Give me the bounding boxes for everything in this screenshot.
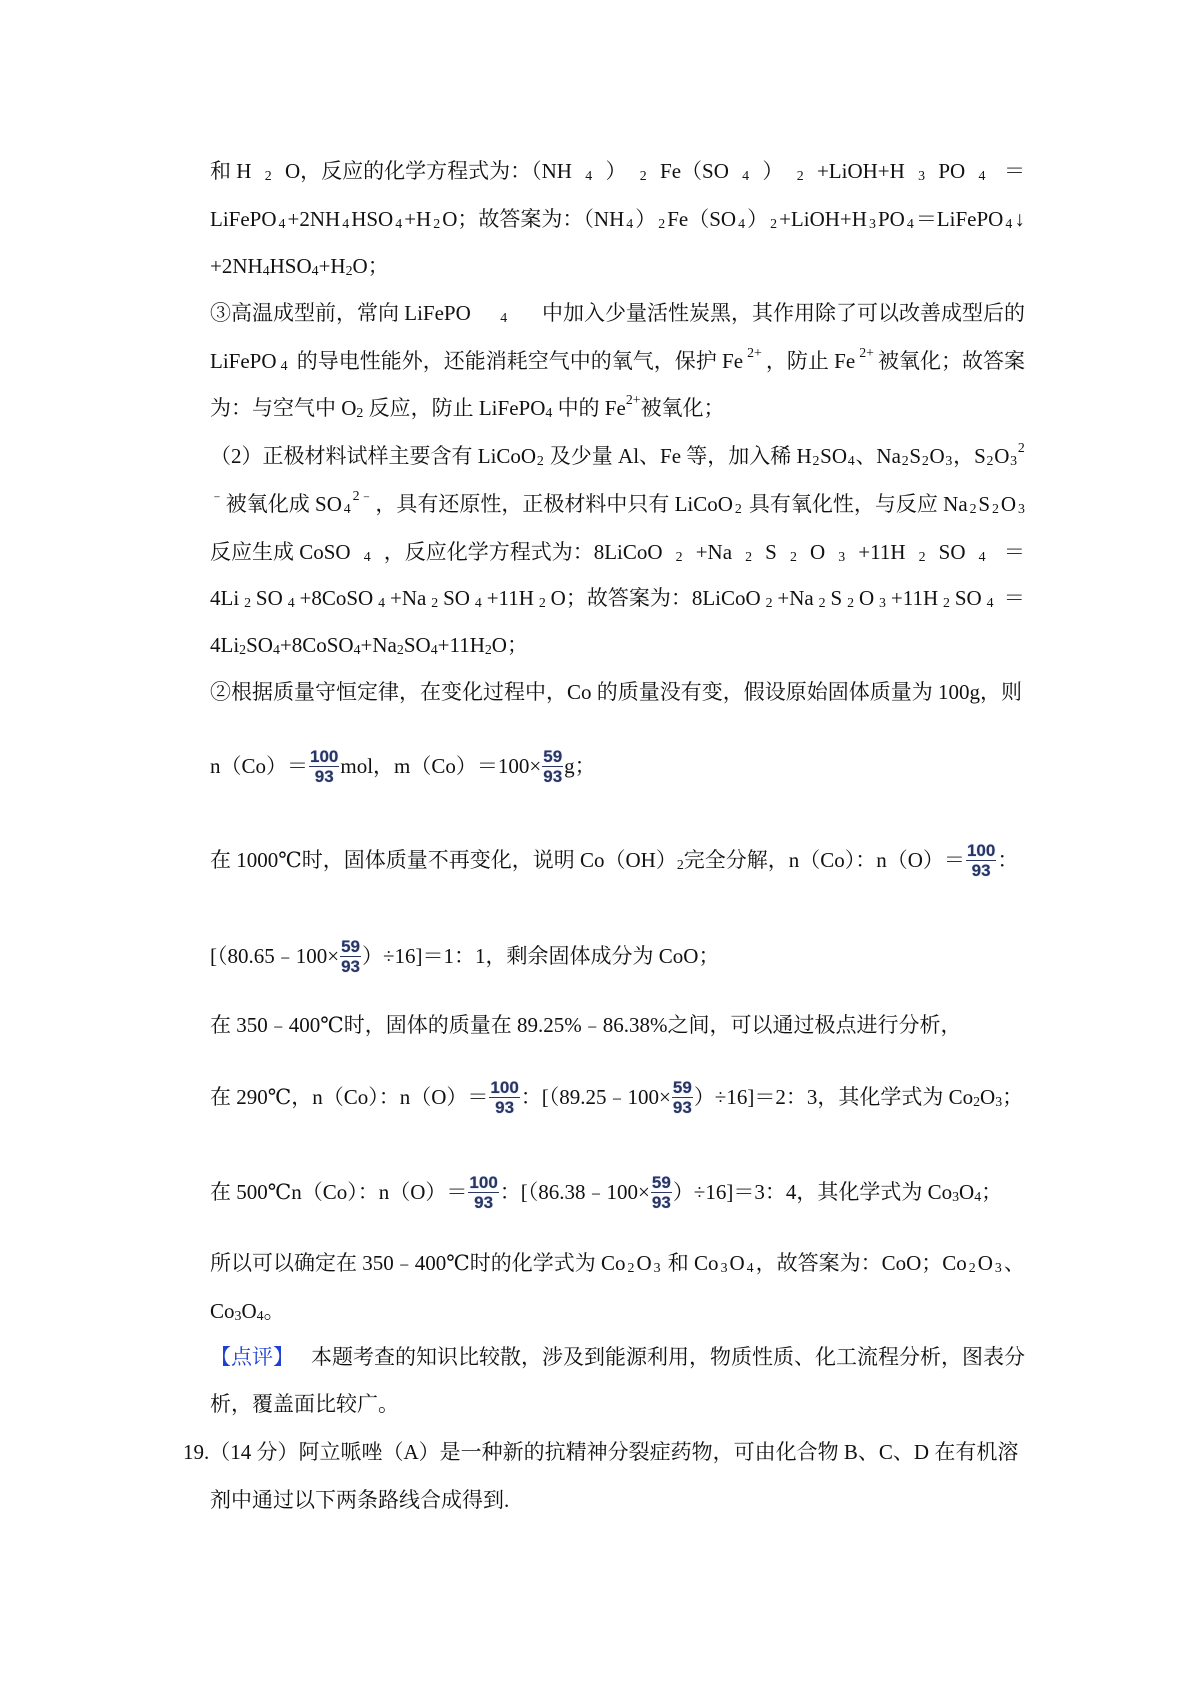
text-run: ，故答案为：CoO；Co xyxy=(755,1251,967,1275)
subscript: 2 xyxy=(745,548,753,564)
subscript: 4 xyxy=(746,1259,754,1275)
text-run: O xyxy=(959,1180,975,1204)
subscript: 4 xyxy=(262,262,270,278)
text-run: 、Na xyxy=(855,444,901,468)
paragraph-line xyxy=(210,289,1025,337)
fraction xyxy=(340,937,361,976)
text-run: ）÷16]＝2：3，其化学式为 Co xyxy=(693,1085,974,1109)
text-run: ＝ xyxy=(998,540,1025,564)
superscript: 2 xyxy=(1017,439,1025,455)
text-run: 剂中通过以下两条路线合成得到. xyxy=(210,1488,510,1512)
paragraph-line xyxy=(210,574,1025,622)
text-run: 具有氧化性，与反应 Na xyxy=(743,492,968,516)
text-run: 反应生成 CoSO xyxy=(210,540,351,564)
subscript: 4 xyxy=(974,1188,982,1204)
text-run: 为：与空气中 O xyxy=(210,396,357,420)
text-run: 及少量 Al、Fe 等，加入稀 H xyxy=(544,444,812,468)
text-run: S xyxy=(909,444,922,468)
paragraph-line xyxy=(210,480,1025,528)
paragraph-line xyxy=(210,742,1025,790)
paragraph-line xyxy=(210,668,1025,716)
text-run: +11H xyxy=(437,633,485,657)
text-run: ＝ xyxy=(998,159,1025,183)
numerator: 59 xyxy=(341,936,361,956)
denominator: 93 xyxy=(651,1192,671,1212)
numerator: 59 xyxy=(672,1077,692,1097)
subscript: 4 xyxy=(272,641,280,657)
subscript: 4 xyxy=(280,357,288,373)
text-run: 和 H xyxy=(210,159,252,183)
subscript: 2 xyxy=(639,167,647,183)
text-run: 和 Co xyxy=(662,1251,719,1275)
text-run: ） xyxy=(635,207,657,231)
text-run: +LiOH+H xyxy=(779,207,867,231)
subscript: 4 xyxy=(342,215,350,231)
text-run: +11H xyxy=(890,586,939,610)
text-run: ） xyxy=(762,159,784,183)
text-run: ； xyxy=(1002,1085,1024,1109)
subscript: 2 xyxy=(770,215,778,231)
subscript: 2 xyxy=(992,500,999,516)
subscript: 3 xyxy=(653,1259,661,1275)
subscript: 4 xyxy=(738,215,746,231)
text-run: （2）正极材料试样主要含有 LiCoO xyxy=(210,444,537,468)
paragraph-line xyxy=(210,1001,1025,1049)
subscript: 2 xyxy=(239,641,247,657)
subscript: 3 xyxy=(868,215,876,231)
text-run: ）÷16]＝3：4，其化学式为 Co xyxy=(672,1180,953,1204)
text-run: SO xyxy=(246,633,273,657)
denominator: 93 xyxy=(543,766,563,786)
subscript: 2 xyxy=(918,548,926,564)
subscript: 2 xyxy=(627,1259,635,1275)
text-run: +H xyxy=(404,207,432,231)
subscript: 4 xyxy=(363,548,371,564)
subscript: 4 xyxy=(430,641,438,657)
subscript: 2 xyxy=(765,594,773,610)
text-run: Co xyxy=(210,1299,235,1323)
subscript: 2 xyxy=(796,167,804,183)
text-run: O xyxy=(994,444,1010,468)
subscript: 2 xyxy=(901,452,909,468)
subscript: 3 xyxy=(995,1093,1003,1109)
paragraph-line xyxy=(210,337,1025,385)
subscript: 2 xyxy=(536,452,544,468)
subscript: 4 xyxy=(585,167,593,183)
subscript: 2 xyxy=(244,594,252,610)
subscript: 2 xyxy=(973,1093,981,1109)
paragraph-line xyxy=(210,1333,1025,1381)
subscript: 2 xyxy=(484,641,492,657)
paragraph-line xyxy=(210,1168,1025,1216)
text-run: O xyxy=(980,1085,996,1109)
text-run: ③高温成型前，常向 LiFePO xyxy=(210,301,471,325)
fraction xyxy=(468,1173,498,1212)
text-run: HSO xyxy=(351,207,394,231)
subscript: 4 xyxy=(500,309,508,325)
subscript: 4 xyxy=(978,167,986,183)
subscript: 3 xyxy=(879,594,886,610)
text-run: ，S xyxy=(953,444,986,468)
subscript: 2 xyxy=(968,1259,976,1275)
text-run: SO xyxy=(938,540,966,564)
text-run: SO xyxy=(820,444,847,468)
text-run: SO xyxy=(255,586,283,610)
text-run: PO xyxy=(938,159,966,183)
text-run: 4Li xyxy=(210,586,240,610)
text-run: ； xyxy=(981,1180,1003,1204)
text-run: SO xyxy=(403,633,431,657)
subscript: 3 xyxy=(994,1259,1002,1275)
text-run: 本题考查的知识比较散，涉及到能源利用，物质性质、化工流程分析，图表分 xyxy=(311,1345,1025,1369)
text-run: ： xyxy=(997,848,1019,872)
denominator: 93 xyxy=(971,860,991,880)
text-run: S xyxy=(765,540,777,564)
fraction xyxy=(651,1173,672,1212)
subscript: 4 xyxy=(353,641,361,657)
text-run: PO xyxy=(877,207,905,231)
text-run: O，反应的化学方程式为：（NH xyxy=(284,159,572,183)
numerator: 59 xyxy=(651,1172,671,1192)
subscript: 4 xyxy=(978,548,986,564)
superscript: 2﹣ xyxy=(352,487,374,503)
text-run: ＝LiFePO xyxy=(915,207,1004,231)
subscript: 2 xyxy=(356,404,364,420)
subscript: 4 xyxy=(847,452,855,468)
text-run: +8CoSO xyxy=(299,586,374,610)
text-run: +LiOH+H xyxy=(816,159,905,183)
paragraph-line xyxy=(210,1073,1025,1121)
text-run: LiFePO xyxy=(210,349,277,373)
fraction xyxy=(966,841,996,880)
text-run: g； xyxy=(564,754,596,778)
subscript: 4 xyxy=(343,500,351,516)
text-run: +2NH xyxy=(210,254,263,278)
text-run: +8CoSO xyxy=(279,633,354,657)
text-run: O； xyxy=(491,633,528,657)
text-run: 被氧化； xyxy=(640,396,725,420)
paragraph-line xyxy=(210,147,1025,195)
question-19-line xyxy=(183,1428,1019,1476)
text-run: 在 350﹣400℃时，固体的质量在 89.25%﹣86.38%之间，可以通过极点进行分析， xyxy=(210,1013,962,1037)
text-run: 反应，防止 LiFePO xyxy=(363,396,546,420)
numerator: 59 xyxy=(543,746,563,766)
subscript: 2 xyxy=(433,215,441,231)
subscript: 2 xyxy=(264,167,272,183)
fraction xyxy=(672,1078,693,1117)
text-run: 4Li xyxy=(210,633,240,657)
subscript: 2 xyxy=(734,500,742,516)
text-run: +11H xyxy=(858,540,906,564)
paragraph-line xyxy=(210,195,1025,243)
text-run: HSO xyxy=(269,254,312,278)
subscript: 3 xyxy=(945,452,953,468)
text-run: +Na xyxy=(389,586,427,610)
text-run: O；故答案为：8LiCoO xyxy=(550,586,761,610)
paragraph-line xyxy=(210,1380,1025,1428)
subscript: 2 xyxy=(431,594,439,610)
text-run: 在 500℃n（Co）：n（O）＝ xyxy=(210,1180,468,1204)
paragraph-line xyxy=(210,1476,1025,1524)
text-run: Fe（SO xyxy=(667,207,737,231)
subscript: 2 xyxy=(396,641,404,657)
text-run: O xyxy=(636,1251,652,1275)
text-run: ，防止 Fe xyxy=(765,349,856,373)
text-run: O xyxy=(858,586,875,610)
text-run: 所以可以确定在 350﹣400℃时的化学式为 Co xyxy=(210,1251,626,1275)
superscript: ﹣ xyxy=(210,487,224,503)
text-run: ） xyxy=(605,159,627,183)
text-run: ↓ xyxy=(1014,207,1025,231)
superscript: 2+ xyxy=(625,391,641,407)
text-run: O xyxy=(809,540,826,564)
superscript: 2+ xyxy=(859,344,874,360)
subscript: 4 xyxy=(395,215,403,231)
text-run: LiFePO xyxy=(210,207,277,231)
text-run: 被氧化成 SO xyxy=(225,492,342,516)
paragraph-line xyxy=(210,384,1025,432)
text-run: O xyxy=(1000,492,1017,516)
text-run: SO xyxy=(954,586,982,610)
numerator: 100 xyxy=(490,1077,519,1097)
text-run: 中的 Fe xyxy=(552,396,626,420)
text-run: 的导电性能外，还能消耗空气中的氧气，保护 Fe xyxy=(291,349,744,373)
subscript: 2 xyxy=(538,594,546,610)
text-run: +2NH xyxy=(287,207,341,231)
text-run: O xyxy=(241,1299,257,1323)
paragraph-line xyxy=(210,932,1025,980)
denominator: 93 xyxy=(341,956,361,976)
subscript: 4 xyxy=(287,594,295,610)
subscript: 4 xyxy=(626,215,634,231)
paragraph-line xyxy=(210,528,1025,576)
subscript: 2 xyxy=(345,262,353,278)
fraction xyxy=(309,747,339,786)
text-run: O； xyxy=(352,254,389,278)
subscript: 2 xyxy=(818,594,826,610)
text-run: +Na xyxy=(360,633,397,657)
paragraph-line xyxy=(210,432,1025,480)
text-run: n（Co）＝ xyxy=(210,754,309,778)
subscript: 4 xyxy=(906,215,914,231)
text-run: 19.（14 分）阿立哌唑（A）是一种新的抗精神分裂症药物，可由化合物 B、C、D 在有机溶 xyxy=(183,1440,1019,1464)
subscript: 3 xyxy=(952,1188,960,1204)
text-run: O xyxy=(729,1251,745,1275)
subscript: 4 xyxy=(474,594,482,610)
comment-label: 【点评】 xyxy=(210,1345,294,1369)
subscript: 2 xyxy=(969,500,977,516)
text-run: +Na xyxy=(695,540,733,564)
denominator: 93 xyxy=(495,1097,515,1117)
text-run: S xyxy=(978,492,991,516)
text-run: 在 1000℃时，固体质量不再变化，说明 Co（OH） xyxy=(210,848,677,872)
text-run: ：[（86.38﹣100× xyxy=(499,1180,650,1204)
text-run: ） xyxy=(747,207,769,231)
text-run: 完全分解，n（Co）：n（O）＝ xyxy=(683,848,965,872)
text-run: +H xyxy=(318,254,346,278)
subscript: 3 xyxy=(234,1307,242,1323)
subscript: 4 xyxy=(256,1307,264,1323)
text-run: Fe（SO xyxy=(660,159,729,183)
subscript: 4 xyxy=(311,262,319,278)
denominator: 93 xyxy=(672,1097,692,1117)
text-run: mol，m（Co）＝100× xyxy=(340,754,542,778)
subscript: 2 xyxy=(676,856,684,872)
text-run: +Na xyxy=(777,586,814,610)
text-run: +11H xyxy=(486,586,534,610)
text-run: [（80.65﹣100× xyxy=(210,944,340,968)
subscript: 2 xyxy=(789,548,797,564)
text-run: SO xyxy=(443,586,470,610)
subscript: 2 xyxy=(847,594,855,610)
subscript: 2 xyxy=(921,452,929,468)
text-run: ②根据质量守恒定律，在变化过程中，Co 的质量没有变，假设原始固体质量为 100g，则 xyxy=(210,680,1023,704)
text-run: O xyxy=(977,1251,993,1275)
paragraph-line xyxy=(210,1239,1025,1287)
subscript: 3 xyxy=(1010,452,1018,468)
subscript: 2 xyxy=(675,548,683,564)
numerator: 100 xyxy=(966,840,996,860)
text-run: ：[（89.25﹣100× xyxy=(520,1085,671,1109)
numerator: 100 xyxy=(469,1172,498,1192)
text-run: 中加入少量活性炭黑，其作用除了可以改善成型后的 xyxy=(536,301,1025,325)
paragraph-line xyxy=(210,836,1025,884)
subscript: 2 xyxy=(986,452,994,468)
subscript: 2 xyxy=(812,452,820,468)
paragraph-line xyxy=(210,621,1025,669)
text-run: O xyxy=(929,444,945,468)
subscript: 4 xyxy=(545,404,553,420)
fraction xyxy=(542,747,563,786)
superscript: 2+ xyxy=(747,344,762,360)
text-run: ，具有还原性，正极材料中只有 LiCoO xyxy=(375,492,733,516)
text-run: ）÷16]＝1：1，剩余固体成分为 CoO； xyxy=(362,944,720,968)
subscript: 4 xyxy=(986,594,994,610)
text-run: ＝ xyxy=(998,586,1025,610)
subscript: 3 xyxy=(918,167,926,183)
paragraph-line xyxy=(210,242,1025,290)
text-run: 、 xyxy=(1003,1251,1025,1275)
subscript: 3 xyxy=(1017,500,1025,516)
subscript: 3 xyxy=(720,1259,728,1275)
numerator: 100 xyxy=(310,746,339,766)
text-run: O；故答案为：（NH xyxy=(442,207,625,231)
text-run: 。 xyxy=(263,1299,285,1323)
text-run: S xyxy=(830,586,843,610)
denominator: 93 xyxy=(314,766,334,786)
subscript: 4 xyxy=(378,594,386,610)
subscript: 4 xyxy=(278,215,286,231)
paragraph-line xyxy=(210,1287,1025,1335)
subscript: 2 xyxy=(943,594,950,610)
subscript: 2 xyxy=(658,215,666,231)
denominator: 93 xyxy=(474,1192,494,1212)
subscript: 4 xyxy=(742,167,750,183)
text-run: ，反应化学方程式为：8LiCoO xyxy=(383,540,663,564)
subscript: 3 xyxy=(838,548,846,564)
text-run: 析，覆盖面比较广。 xyxy=(210,1392,399,1416)
text-run: 在 290℃，n（Co）：n（O）＝ xyxy=(210,1085,489,1109)
subscript: 4 xyxy=(1005,215,1013,231)
text-run: 被氧化；故答案 xyxy=(877,349,1025,373)
fraction xyxy=(489,1078,519,1117)
